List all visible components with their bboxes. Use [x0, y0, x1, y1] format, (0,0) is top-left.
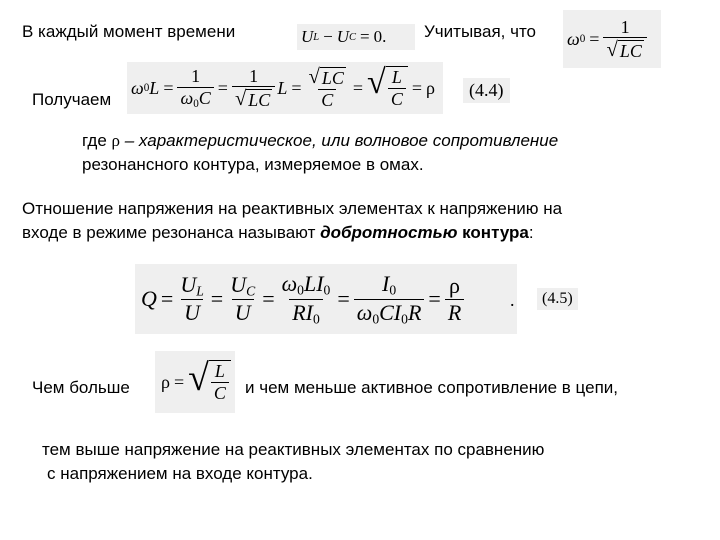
- equation-number-4-5: (4.5): [537, 288, 578, 310]
- term-q-factor: добротностью: [320, 223, 458, 242]
- conclusion-line-2: с напряжением на входе контура.: [47, 464, 313, 483]
- intro-text-moment: В каждый момент времени: [22, 22, 236, 41]
- formula-ul-minus-uc: U L − U C = 0 .: [297, 24, 415, 50]
- formula-quality-factor: Q = $\frac{U_L}{U}$ = $\frac{U_C}{U}$ = $\frac{\omega_0LI_0}{RI_0}$ = $\frac{I_0}{\omega_0CI_0R}$ = $\frac{\rho}{R}$: [135, 264, 517, 334]
- definition-line-2: [22, 223, 534, 243]
- intro-text-considering: Учитывая, что: [424, 22, 537, 41]
- explanation-line-1: [82, 131, 558, 151]
- definition-line-1: Отношение напряжения на реактивных элементах к напряжению на: [22, 199, 563, 218]
- formula-wave-resistance: ω 0 L = $\frac{1}{\omega_0C}$ = 1 √ LC L = √ LC C = √ $\frac{L}{C}$ = ρ: [127, 62, 443, 114]
- explanation-line-2: резонансного контура, измеряемое в омах.: [82, 155, 424, 174]
- explanation-italic: – характеристическое, или волновое сопротивление: [120, 131, 559, 150]
- explanation-prefix: где: [82, 131, 112, 150]
- bigger-suffix: и чем меньше активное сопротивление в цепи,: [245, 378, 618, 397]
- equation-number-4-4: (4.4): [463, 78, 510, 103]
- definition-prefix: входе в режиме резонанса называют: [22, 223, 321, 242]
- formula-rho: ρ = √ $\frac{L}{C}$: [155, 351, 235, 413]
- formula-end-period: .: [510, 290, 515, 310]
- formula-omega0: ω 0 = 1 √ LC: [563, 10, 661, 68]
- bigger-prefix: Чем больше: [32, 378, 130, 397]
- definition-suffix: :: [528, 223, 534, 242]
- rho-symbol: ρ: [111, 131, 121, 150]
- conclusion-line-1: тем выше напряжение на реактивных элементах по сравнению: [42, 440, 545, 459]
- label-received: Получаем: [32, 90, 112, 109]
- term-circuit: контура: [457, 223, 529, 242]
